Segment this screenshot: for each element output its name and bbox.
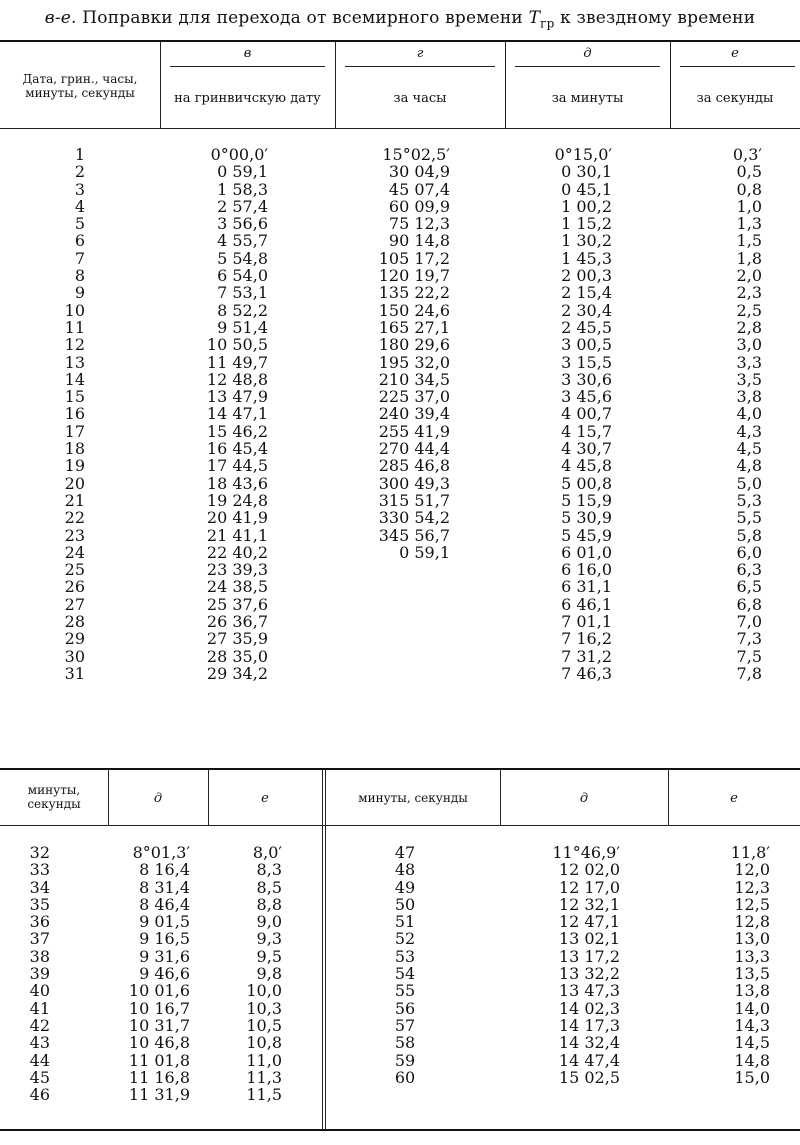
e-cell: 7,5 <box>736 646 762 666</box>
e-cell: 13,3 <box>734 946 770 966</box>
g-cell: 285 46,8 <box>378 456 450 476</box>
top-col-d <box>520 146 612 682</box>
g-cell: 330 54,2 <box>378 508 450 528</box>
d-cell: 13 32,2 <box>558 964 620 984</box>
date-cell: 25 <box>64 560 85 580</box>
top-col-date <box>40 146 85 682</box>
d-cell: 2 00,3 <box>561 266 612 286</box>
e-cell: 12,5 <box>734 894 770 914</box>
v-cell: 28 35,0 <box>206 646 268 666</box>
e-cell: 15,0 <box>734 1067 770 1087</box>
minute-cell: 51 <box>394 912 416 932</box>
date-cell: 2 <box>74 162 85 182</box>
minute-cell: 34 <box>29 877 50 897</box>
d-cell: 10 46,8 <box>128 1033 190 1053</box>
v-cell: 13 47,9 <box>206 387 268 407</box>
title-symbol: T <box>528 8 541 28</box>
d-cell: 8 16,4 <box>139 860 190 880</box>
e-cell: 2,8 <box>736 317 762 337</box>
date-cell: 10 <box>64 300 85 320</box>
date-cell: 7 <box>74 248 85 268</box>
e-cell: 6,8 <box>736 594 762 614</box>
e-cell: 2,3 <box>736 283 762 303</box>
title-symbol-sub: гр <box>540 16 555 31</box>
top-col-e <box>690 146 762 682</box>
top-col-g <box>350 146 450 682</box>
d-cell: 10 16,7 <box>128 998 190 1018</box>
d-cell: 1 00,2 <box>561 196 612 216</box>
e-cell: 5,3 <box>736 490 762 510</box>
g-cell: 225 37,0 <box>378 387 450 407</box>
d-cell: 1 15,2 <box>561 214 612 234</box>
v-cell: 10 50,5 <box>206 335 268 355</box>
d-cell: 12 32,1 <box>558 894 620 914</box>
v-cell: 21 41,1 <box>206 525 268 545</box>
v-cell: 25 37,6 <box>206 594 268 614</box>
e-cell: 7,3 <box>736 629 762 649</box>
date-cell: 1 <box>74 145 85 164</box>
date-cell: 12 <box>64 335 85 355</box>
minute-cell: 55 <box>394 981 416 1001</box>
e-cell: 10,0 <box>246 981 282 1001</box>
g-cell: 240 39,4 <box>378 404 450 424</box>
e-cell: 8,3 <box>256 860 282 880</box>
minute-cell: 41 <box>29 998 50 1018</box>
e-cell: 3,3 <box>736 352 762 372</box>
g-cell: 105 17,2 <box>378 248 450 268</box>
date-cell: 31 <box>64 663 85 683</box>
v-cell: 14 47,1 <box>206 404 268 424</box>
e-cell: 12,8 <box>734 912 770 932</box>
v-cell: 0 59,1 <box>217 162 268 182</box>
g-cell <box>350 596 450 613</box>
v-cell: 8 52,2 <box>217 300 268 320</box>
title-prefix: в-е. <box>44 8 77 28</box>
e-cell: 7,8 <box>736 663 762 683</box>
v-cell: 23 39,3 <box>206 560 268 580</box>
d-cell: 13 02,1 <box>558 929 620 949</box>
g-cell: 270 44,4 <box>378 439 450 459</box>
minute-cell: 47 <box>394 843 416 862</box>
e-cell: 12,0 <box>734 860 770 880</box>
d-cell: 6 16,0 <box>561 560 612 580</box>
minute-cell: 48 <box>394 860 416 880</box>
e-cell: 9,8 <box>256 964 282 984</box>
col-letter-g: г <box>416 46 424 61</box>
bottom-right-col-e <box>690 844 770 1086</box>
v-cell: 24 38,5 <box>206 577 268 597</box>
minute-cell: 40 <box>29 981 50 1001</box>
v-cell: 11 49,7 <box>206 352 268 372</box>
minute-cell: 33 <box>29 860 50 880</box>
d-cell: 15 02,5 <box>558 1067 620 1087</box>
v-cell: 22 40,2 <box>206 542 268 562</box>
minute-cell: 38 <box>29 946 50 966</box>
d-cell: 4 30,7 <box>561 439 612 459</box>
date-cell: 3 <box>74 179 85 199</box>
v-cell: 26 36,7 <box>206 612 268 632</box>
d-cell: 2 30,4 <box>561 300 612 320</box>
d-cell: 5 00,8 <box>561 473 612 493</box>
e-cell: 0,8 <box>736 179 762 199</box>
minute-cell: 52 <box>394 929 416 949</box>
d-cell: 6 46,1 <box>561 594 612 614</box>
v-cell: 29 34,2 <box>206 663 268 683</box>
g-cell: 30 04,9 <box>388 162 450 182</box>
d-cell: 14 17,3 <box>558 1015 620 1035</box>
col-e-sub-rule <box>680 66 795 67</box>
e-cell: 14,5 <box>734 1033 770 1053</box>
bottom-table-bottom-rule <box>0 1129 800 1131</box>
d-cell: 12 02,0 <box>558 860 620 880</box>
e-cell: 5,8 <box>736 525 762 545</box>
date-cell: 17 <box>64 421 85 441</box>
v-cell: 3 56,6 <box>217 214 268 234</box>
e-cell: 0,5 <box>736 162 762 182</box>
col-letter-d: д <box>583 46 592 61</box>
e-cell: 3,8 <box>736 387 762 407</box>
d-cell: 4 00,7 <box>561 404 612 424</box>
minute-cell: 35 <box>29 894 50 914</box>
date-cell: 30 <box>64 646 85 666</box>
date-cell: 18 <box>64 439 85 459</box>
col-v-sub-rule <box>170 66 325 67</box>
date-cell: 24 <box>64 542 85 562</box>
g-cell <box>350 665 450 682</box>
e-cell: 11,5 <box>246 1085 282 1105</box>
v-cell: 15 46,2 <box>206 421 268 441</box>
v-cell: 1 58,3 <box>217 179 268 199</box>
d-cell: 8 46,4 <box>139 894 190 914</box>
v-cell: 5 54,8 <box>217 248 268 268</box>
v-cell: 9 51,4 <box>217 317 268 337</box>
e-cell: 14,8 <box>734 1050 770 1070</box>
title-text: Поправки для перехода от всемирного времени <box>82 8 523 28</box>
title-suffix: к звездному времени <box>560 8 756 28</box>
d-cell: 3 15,5 <box>561 352 612 372</box>
date-cell: 22 <box>64 508 85 528</box>
minute-cell: 53 <box>394 946 416 966</box>
g-cell: 300 49,3 <box>378 473 450 493</box>
e-cell: 3,0 <box>736 335 762 355</box>
e-cell: 8,8 <box>256 894 282 914</box>
g-cell: 135 22,2 <box>378 283 450 303</box>
e-cell: 2,0 <box>736 266 762 286</box>
minute-cell: 43 <box>29 1033 50 1053</box>
e-cell: 6,0 <box>736 542 762 562</box>
e-cell: 1,0 <box>736 196 762 216</box>
v-cell: 16 45,4 <box>206 439 268 459</box>
e-cell: 6,3 <box>736 560 762 580</box>
minute-cell: 36 <box>29 912 50 932</box>
date-cell: 13 <box>64 352 85 372</box>
minute-cell: 59 <box>394 1050 416 1070</box>
e-cell: 4,5 <box>736 439 762 459</box>
g-cell <box>350 613 450 630</box>
g-cell: 195 32,0 <box>378 352 450 372</box>
d-cell: 6 31,1 <box>561 577 612 597</box>
bottom-table-header-rule <box>0 825 800 826</box>
date-cell: 28 <box>64 612 85 632</box>
d-cell: 6 01,0 <box>561 542 612 562</box>
bottom-right-letter-e: е <box>730 791 738 806</box>
g-cell: 45 07,4 <box>388 179 450 199</box>
g-cell: 210 34,5 <box>378 369 450 389</box>
d-cell: 0 45,1 <box>561 179 612 199</box>
date-cell: 8 <box>74 266 85 286</box>
date-cell: 23 <box>64 525 85 545</box>
e-cell: 7,0 <box>736 612 762 632</box>
date-cell: 19 <box>64 456 85 476</box>
bottom-right-col-min <box>380 844 430 1086</box>
g-cell: 15°02,5′ <box>382 145 450 164</box>
d-cell: 5 15,9 <box>561 490 612 510</box>
minute-cell: 37 <box>29 929 50 949</box>
e-cell: 10,3 <box>246 998 282 1018</box>
e-cell: 11,0 <box>246 1050 282 1070</box>
d-cell: 7 31,2 <box>561 646 612 666</box>
d-cell: 12 17,0 <box>558 877 620 897</box>
date-cell: 27 <box>64 594 85 614</box>
d-cell: 3 30,6 <box>561 369 612 389</box>
d-cell: 2 45,5 <box>561 317 612 337</box>
top-col-v <box>180 146 268 682</box>
date-cell: 11 <box>64 317 85 337</box>
v-cell: 19 24,8 <box>206 490 268 510</box>
bottom-right-col-d <box>530 844 620 1086</box>
minute-cell: 42 <box>29 1015 50 1035</box>
g-cell: 315 51,7 <box>378 490 450 510</box>
e-cell: 13,0 <box>734 929 770 949</box>
v-cell: 17 44,5 <box>206 456 268 476</box>
d-cell: 1 30,2 <box>561 231 612 251</box>
date-cell: 29 <box>64 629 85 649</box>
col-label-d: за минуты <box>551 91 624 106</box>
e-cell: 2,5 <box>736 300 762 320</box>
e-cell: 8,5 <box>256 877 282 897</box>
top-row-header <box>0 72 160 100</box>
d-cell: 2 15,4 <box>561 283 612 303</box>
d-cell: 9 46,6 <box>139 964 190 984</box>
minute-cell: 45 <box>29 1067 50 1087</box>
g-cell: 180 29,6 <box>378 335 450 355</box>
minute-cell: 54 <box>394 964 416 984</box>
e-cell: 13,5 <box>734 964 770 984</box>
d-cell: 11°46,9′ <box>552 843 620 862</box>
minute-cell: 56 <box>394 998 416 1018</box>
d-cell: 8 31,4 <box>139 877 190 897</box>
e-cell: 8,0′ <box>252 843 282 862</box>
date-cell: 4 <box>74 196 85 216</box>
e-cell: 10,5 <box>246 1015 282 1035</box>
bottom-mid-divider-a <box>322 769 323 1130</box>
bottom-left-col-d <box>110 844 190 1103</box>
minute-cell: 32 <box>29 843 50 862</box>
date-cell: 5 <box>74 214 85 234</box>
e-cell: 14,3 <box>734 1015 770 1035</box>
d-cell: 7 16,2 <box>561 629 612 649</box>
minute-cell: 39 <box>29 964 50 984</box>
date-cell: 20 <box>64 473 85 493</box>
bottom-right-letter-d: д <box>579 791 589 806</box>
v-cell: 0°00,0′ <box>210 145 268 164</box>
bottom-left-col-min <box>10 844 50 1103</box>
v-cell: 27 35,9 <box>206 629 268 649</box>
e-cell: 0,3′ <box>732 145 762 164</box>
minute-cell: 49 <box>394 877 416 897</box>
bottom-left-header-line-1: минуты, <box>27 783 81 797</box>
e-cell: 1,5 <box>736 231 762 251</box>
g-cell: 75 12,3 <box>388 214 450 234</box>
d-cell: 13 47,3 <box>558 981 620 1001</box>
d-cell: 0 30,1 <box>561 162 612 182</box>
minute-cell: 50 <box>394 894 416 914</box>
e-cell: 12,3 <box>734 877 770 897</box>
bottom-left-letter-d: д <box>153 791 163 806</box>
e-cell: 4,3 <box>736 421 762 441</box>
d-cell: 7 01,1 <box>561 612 612 632</box>
d-cell: 13 17,2 <box>558 946 620 966</box>
g-cell: 345 56,7 <box>378 525 450 545</box>
d-cell: 7 46,3 <box>561 663 612 683</box>
date-cell: 15 <box>64 387 85 407</box>
d-cell: 10 01,6 <box>128 981 190 1001</box>
col-letter-e: е <box>731 46 739 61</box>
d-cell: 9 16,5 <box>139 929 190 949</box>
d-cell: 14 02,3 <box>558 998 620 1018</box>
g-cell: 165 27,1 <box>378 317 450 337</box>
d-cell: 11 16,8 <box>128 1067 190 1087</box>
v-cell: 6 54,0 <box>217 266 268 286</box>
d-cell: 3 00,5 <box>561 335 612 355</box>
d-cell: 9 31,6 <box>139 946 190 966</box>
top-table-header-rule <box>0 128 800 129</box>
minute-cell: 57 <box>394 1015 416 1035</box>
bottom-left-header-line-2: секунды <box>27 797 81 811</box>
bottom-mid-divider-b <box>325 769 326 1130</box>
v-cell: 20 41,9 <box>206 508 268 528</box>
e-cell: 4,8 <box>736 456 762 476</box>
g-cell <box>350 578 450 595</box>
bottom-left-col-e <box>220 844 282 1103</box>
e-cell: 3,5 <box>736 369 762 389</box>
v-cell: 4 55,7 <box>217 231 268 251</box>
d-cell: 4 15,7 <box>561 421 612 441</box>
d-cell: 3 45,6 <box>561 387 612 407</box>
date-cell: 6 <box>74 231 85 251</box>
col-letter-v: в <box>243 46 252 61</box>
v-cell: 2 57,4 <box>217 196 268 216</box>
e-cell: 11,8′ <box>730 843 770 862</box>
e-cell: 14,0 <box>734 998 770 1018</box>
date-cell: 21 <box>64 490 85 510</box>
date-cell: 26 <box>64 577 85 597</box>
date-cell: 9 <box>74 283 85 303</box>
e-cell: 11,3 <box>246 1067 282 1087</box>
g-cell: 60 09,9 <box>388 196 450 216</box>
d-cell: 5 45,9 <box>561 525 612 545</box>
e-cell: 9,0 <box>256 912 282 932</box>
d-cell: 12 47,1 <box>558 912 620 932</box>
d-cell: 14 47,4 <box>558 1050 620 1070</box>
v-cell: 7 53,1 <box>217 283 268 303</box>
g-cell: 120 19,7 <box>378 266 450 286</box>
bottom-left-letter-e: е <box>261 791 269 806</box>
top-table-top-rule <box>0 40 800 42</box>
top-row-header-line-1: Дата, грин., часы, <box>22 72 138 86</box>
e-cell: 5,0 <box>736 473 762 493</box>
e-cell: 9,3 <box>256 929 282 949</box>
g-cell: 90 14,8 <box>388 231 450 251</box>
e-cell: 1,8 <box>736 248 762 268</box>
bottom-left-row-header <box>0 783 108 811</box>
g-cell <box>350 630 450 647</box>
d-cell: 11 31,9 <box>128 1085 190 1105</box>
minute-cell: 58 <box>394 1033 416 1053</box>
d-cell: 8°01,3′ <box>132 843 190 862</box>
col-label-g: за часы <box>393 91 447 106</box>
v-cell: 18 43,6 <box>206 473 268 493</box>
g-cell: 255 41,9 <box>378 421 450 441</box>
d-cell: 11 01,8 <box>128 1050 190 1070</box>
e-cell: 6,5 <box>736 577 762 597</box>
d-cell: 5 30,9 <box>561 508 612 528</box>
d-cell: 10 31,7 <box>128 1015 190 1035</box>
minute-cell: 46 <box>29 1085 50 1105</box>
top-row-header-line-2: минуты, секунды <box>25 86 135 100</box>
g-cell <box>350 561 450 578</box>
e-cell: 4,0 <box>736 404 762 424</box>
page-title <box>0 8 800 30</box>
date-cell: 16 <box>64 404 85 424</box>
date-cell: 14 <box>64 369 85 389</box>
g-cell: 0 59,1 <box>399 542 450 562</box>
e-cell: 1,3 <box>736 214 762 234</box>
d-cell: 9 01,5 <box>139 912 190 932</box>
d-cell: 1 45,3 <box>561 248 612 268</box>
bottom-table-top-rule <box>0 768 800 770</box>
minute-cell: 44 <box>29 1050 50 1070</box>
e-cell: 9,5 <box>256 946 282 966</box>
e-cell: 13,8 <box>734 981 770 1001</box>
e-cell: 5,5 <box>736 508 762 528</box>
v-cell: 12 48,8 <box>206 369 268 389</box>
d-cell: 4 45,8 <box>561 456 612 476</box>
minute-cell: 60 <box>394 1067 416 1087</box>
bottom-right-row-header: минуты, секунды <box>358 791 468 805</box>
col-label-v: на гринвичскую дату <box>174 91 321 106</box>
col-d-sub-rule <box>515 66 660 67</box>
g-cell: 150 24,6 <box>378 300 450 320</box>
d-cell: 0°15,0′ <box>554 145 612 164</box>
d-cell: 14 32,4 <box>558 1033 620 1053</box>
col-g-sub-rule <box>345 66 495 67</box>
col-label-e: за секунды <box>696 91 774 106</box>
e-cell: 10,8 <box>246 1033 282 1053</box>
g-cell <box>350 648 450 665</box>
